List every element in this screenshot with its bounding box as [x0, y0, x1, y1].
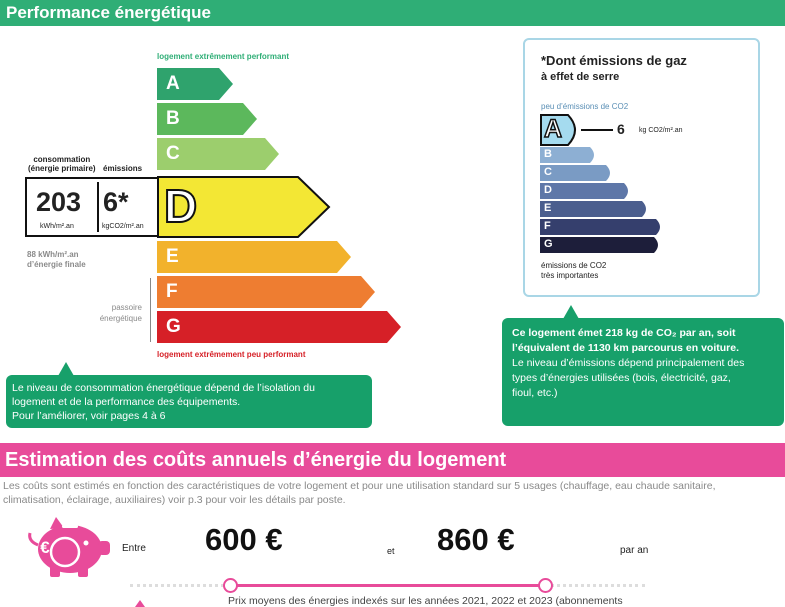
emissions-unit: kgCO2/m².an [102, 223, 144, 230]
per-year-label: par an [620, 545, 649, 556]
gas-current-class-label: A [544, 115, 563, 143]
energy-bar-e-label: E [166, 246, 179, 267]
gas-value: 6 [617, 121, 625, 137]
max-cost: 860 € [437, 522, 515, 557]
section-header-performance: Performance énergétique [0, 0, 785, 26]
energy-bar-f-label: F [166, 281, 178, 302]
tip-right-arrow [563, 305, 579, 319]
passoire-bracket [150, 278, 151, 342]
gas-unit: kg CO2/m².an [639, 127, 683, 134]
tip-left-arrow [58, 362, 74, 376]
energy-bar-g [157, 311, 405, 343]
energy-bar-e [157, 241, 355, 273]
gas-bar-e-label: E [544, 202, 552, 214]
gas-bar-b-label: B [544, 148, 552, 160]
min-cost: 600 € [205, 522, 283, 557]
tip-left: Le niveau de consommation énergétique dépend de l’isolation du logement et de la performance des équipements. Pour l’améliorer, voir pages 4 à 6 [6, 375, 372, 428]
energy-bar-f [157, 276, 379, 308]
gas-pointer-line [581, 129, 613, 131]
gas-bar-c-label: C [544, 166, 552, 178]
range-max-handle [538, 578, 553, 593]
footer-note: Prix moyens des énergies indexés sur les années 2021, 2022 et 2023 (abonnements [228, 595, 623, 607]
and-label: et [387, 546, 395, 556]
gas-subtitle: peu d’émissions de CO2 [541, 102, 629, 111]
energy-bar-c-label: C [166, 143, 180, 164]
tip-right: Ce logement émet 218 kg de CO₂ par an, soit l’équivalent de 1130 km parcourus en voiture. Le niveau d’émissions dépend principalement des types d’énergies utilisées (bois, électricité, gaz, fioul, etc.) [502, 318, 784, 426]
bottom-scale-label: logement extrêmement peu performant [157, 350, 306, 359]
gas-bar-f [540, 219, 666, 235]
top-scale-label: logement extrêmement performant [157, 52, 290, 61]
costs-description: Les coûts sont estimés en fonction des caractéristiques de votre logement et pour une utilisation standard sur 5 usages (chauffage, eau chaude sanitaire, climatisation, éclairage, auxiliaires) voir p.3 pour voir les détails par poste. [3, 480, 716, 506]
passoire-label: passoire énergétique [99, 303, 142, 323]
consumption-unit: kWh/m².an [40, 223, 74, 230]
gas-bar-e [540, 201, 652, 217]
footer-arrow-icon [135, 600, 145, 607]
gas-bar-d-label: D [544, 184, 552, 196]
energy-current-class-label: D [164, 180, 198, 232]
section-header-costs: Estimation des coûts annuels d’énergie du logement [0, 443, 785, 477]
consumption-divider [97, 182, 99, 232]
between-label: Entre [122, 543, 146, 554]
consumption-value: 203 [36, 187, 82, 217]
piggy-bank-symbol: € [40, 538, 50, 557]
energy-bar-g-label: G [166, 316, 181, 337]
emissions-header: émissions [103, 164, 143, 173]
gas-bar-d [540, 183, 634, 199]
energy-bar-a-label: A [166, 73, 180, 94]
consumption-header: consommation (énergie primaire) [28, 155, 96, 173]
gas-box [523, 38, 760, 297]
energy-bar-b-label: B [166, 108, 180, 129]
emissions-value: 6* [103, 187, 129, 217]
gas-bar-f-label: F [544, 220, 551, 232]
gas-bottom-label: émissions de CO2 très importantes [541, 261, 607, 280]
range-min-handle [223, 578, 238, 593]
consumption-box [25, 177, 159, 237]
final-energy: 88 kWh/m².an d’énergie finale [27, 250, 86, 269]
range-fill [236, 584, 542, 587]
gas-bar-g-label: G [544, 238, 553, 250]
gas-title: *Dont émissions de gaz à effet de serre [541, 53, 687, 83]
gas-bar-g [540, 237, 664, 253]
